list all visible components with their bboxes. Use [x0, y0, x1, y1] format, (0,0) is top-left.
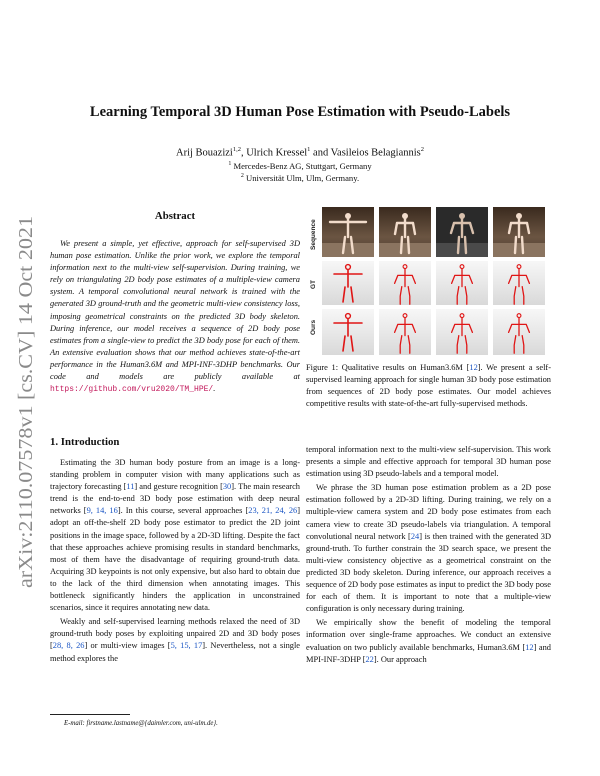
- right-paragraph-3: [306, 617, 551, 665]
- intro-p1-text-d: ]. In this course, several approaches [: [117, 506, 249, 516]
- figure-row-label-sequence: Sequence: [310, 219, 317, 250]
- abstract-text: We present a simple, yet effective, approach for self-supervised 3D human pose estimation. Unlike the prior work, we explore the temporal information next to the multi-view self-supervision. During training, we rely on triangulating 2D body pose estimates of a multiple-view camera system. A temporal convolutional neural network is trained with the generated 3D ground-truth and the geometric multi-view consistency loss, imposing geometrical constraints on the predicted 3D body skeleton. During inference, our model receives a sequence of 2D body pose estimates from a single-view to predict the 3D body pose for each of them. An extensive evaluation shows that our method achieves state-of-the-art performance in the Human3.6M and MPI-INF-3DHP benchmarks. Our code and models are publicly available at: [50, 239, 300, 382]
- intro-p1-text-b: ] and gesture recognition [: [134, 482, 223, 492]
- right-p3-text-b: ] and MPI-INF-3DHP [: [306, 642, 551, 664]
- affiliation-1: [0, 161, 600, 171]
- citation[interactable]: 9, 14, 16: [86, 506, 118, 516]
- affiliation-2: [0, 173, 600, 183]
- citation[interactable]: 5, 15, 17: [170, 641, 203, 651]
- citation[interactable]: 23, 21, 24, 26: [248, 506, 298, 516]
- sequence-frame-4: [493, 207, 545, 257]
- author-1-sup: 1,2: [232, 146, 241, 153]
- footnote: E-mail: firstname.lastname@{daimler.com, uni-ulm.de}.: [64, 720, 218, 727]
- citation[interactable]: 24: [410, 531, 420, 541]
- right-p3-text-a: We empirically show the benefit of modeling the temporal information over single-frame approaches. We conduct an extensive evaluation on two publicly available benchmarks, Human3.6M [: [306, 618, 551, 652]
- ours-frame-4: [493, 309, 545, 355]
- citation[interactable]: 12: [469, 363, 478, 372]
- intro-paragraph-2: [50, 616, 300, 664]
- affiliation-1-sup: 1: [228, 161, 232, 168]
- intro-p1-text-a: Estimating the 3D human body posture from an image is a long-standing problem in computer vision with many applications such as trajectory forecasting [: [50, 458, 300, 492]
- author-sep-2: and Vasileios Belagiannis: [310, 147, 421, 159]
- author-1: Arij Bouazizi: [175, 147, 233, 159]
- code-link[interactable]: https://github.com/vru2020/TM_HPE/: [50, 385, 214, 395]
- intro-p2-text-a: Weakly and self-supervised learning methods relaxed the need of 3D ground-truth body poses by exploiting unpaired 2D and 3D body poses [: [50, 617, 300, 651]
- intro-p1-text-e: ] adopt an off-the-shelf 2D body pose estimator to predict the 2D joint positions in the image space, followed by a 2D-3D lifting. Despite the fact that these approaches achieve promising results in standard benchmarks, most of them have the disadvantage of requiring ground-truth data. Acquiring 3D keypoints is not only expensive, but also hard to obtain due to the lack of the third dimension when annotating images. This bottleneck significantly hinders the application in unconstrained scenarios, since it requires annotating new data.: [50, 506, 301, 613]
- right-p2-text-a: We phrase the 3D human pose estimation problem as a 2D pose estimation followed by a 2D-3D lifting. During training, we rely on a multiple-view camera system and 2D body pose estimates from each camera view to create 3D pseudo-labels via triangulation. A temporal convolutional neural network [: [306, 483, 551, 541]
- gt-frame-3: [436, 261, 488, 305]
- intro-p1-text-c: ]. The main research trend is the end-to-end 3D body pose estimation with deep neural networks [: [50, 482, 300, 516]
- affiliation-2-text: Universität Ulm, Ulm, Germany.: [243, 173, 360, 183]
- citation[interactable]: 22: [365, 654, 374, 664]
- citation[interactable]: 11: [126, 482, 135, 492]
- author-sep-1: , Ulrich Kressel: [240, 147, 308, 159]
- ours-frame-3: [436, 309, 488, 355]
- sequence-frame-1: [322, 207, 374, 257]
- footnote-rule: [50, 714, 130, 715]
- author-3-sup: 2: [420, 146, 425, 153]
- gt-frame-1: [322, 261, 374, 305]
- ours-frame-2: [379, 309, 431, 355]
- figure-row-label-gt: GT: [310, 279, 317, 289]
- right-p3-text-c: ]. Our approach: [373, 654, 427, 664]
- abstract-body: [50, 238, 300, 396]
- figure-1-caption: [306, 362, 551, 410]
- citation[interactable]: 28, 8, 26: [52, 641, 85, 651]
- intro-p2-text-b: ] or multi-view images [: [84, 641, 171, 651]
- ours-frame-1: [322, 309, 374, 355]
- intro-heading: 1. Introduction: [50, 436, 120, 448]
- intro-paragraph-1: [50, 457, 300, 614]
- citation[interactable]: 30: [222, 482, 232, 492]
- gt-frame-2: [379, 261, 431, 305]
- arxiv-stamp: [10, 210, 40, 590]
- author-2-sup: 1: [307, 146, 311, 153]
- sequence-frame-3: [436, 207, 488, 257]
- author-line: [0, 146, 600, 159]
- caption-text-a: Figure 1: Qualitative results on Human3.6M [: [306, 363, 470, 372]
- right-column-body: [306, 444, 551, 668]
- right-paragraph-2: [306, 482, 551, 615]
- abstract-end: .: [213, 384, 216, 394]
- intro-body: [50, 457, 300, 667]
- figure-row-label-ours: Ours: [310, 319, 317, 335]
- sequence-frame-2: [379, 207, 431, 257]
- figure-1: [306, 205, 548, 357]
- affiliation-2-sup: 2: [240, 173, 244, 180]
- abstract-heading: Abstract: [154, 210, 196, 222]
- right-paragraph-1: [306, 444, 551, 480]
- right-p1-text: temporal information next to the multi-view self-supervision. This work presents a simple and effective approach for temporal 3D human pose estimation using 3D pseudo-labels and a temporal model.: [306, 445, 551, 479]
- arxiv-stamp-text: arXiv:2110.07578v1 [cs.CV] 14 Oct 2021: [15, 251, 37, 588]
- affiliation-1-text: Mercedes-Benz AG, Stuttgart, Germany: [231, 161, 372, 171]
- paper-title: Learning Temporal 3D Human Pose Estimation with Pseudo-Labels: [89, 104, 511, 120]
- intro-p2-text-c: ]. Nevertheless, not a single method explores the: [50, 641, 301, 663]
- gt-frame-4: [493, 261, 545, 305]
- right-p2-text-b: ] is then trained with the generated 3D ground-truth. To further constrain the 3D search space, we present the multi-view consistency objective as a geometrical constraint on the predicted 3D body skeleton. During inference, our approach receives a sequence of 2D body pose estimates as input to predict the 3D body pose for each of them. It is important to note that a multiple-view configuration is only necessary during training.: [306, 531, 552, 614]
- citation[interactable]: 12: [525, 642, 534, 652]
- caption-text-b: ]. We present a self-supervised learning approach for single human 3D body pose estimation from sequences of 2D body pose estimates. Our model achieves competitive results with state-of-the-art fully-supervised methods.: [306, 363, 551, 409]
